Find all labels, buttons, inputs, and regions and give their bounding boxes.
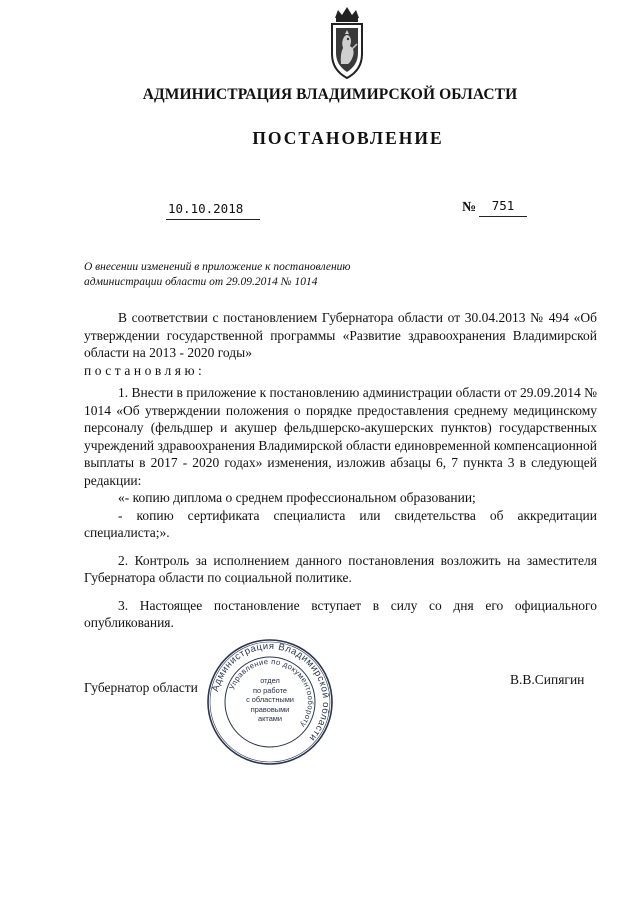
item-2-paragraph: 2. Контроль за исполнением данного постановления возложить на заместителя Губернатора области по социальной политике. — [84, 552, 597, 585]
item-1-paragraph: 1. Внести в приложение к постановлению администрации области от 29.09.2014 № 1014 «Об утверждении положения о порядке предоставления среднему медицинскому персоналу (фельдшер и акушер фельдшерско-акушерских пунктов) государственных учреждений здравоохранения Владимирской области единовременной компенсационной выплаты в 2017 - 2020 годах» изменения, изложив абзацы 6, 7 пункта 3 в следующей редакции: — [84, 385, 597, 488]
document-type: ПОСТАНОВЛЕНИЕ — [252, 128, 444, 148]
organization-title: АДМИНИСТРАЦИЯ ВЛАДИМИРСКОЙ ОБЛАСТИ — [142, 86, 518, 103]
item-3-paragraph: 3. Настоящее постановление вступает в силу со дня его официального опубликования. — [84, 597, 597, 630]
subject-line: администрации области от 29.09.2014 № 1014 — [84, 276, 318, 288]
subject-line: О внесении изменений в приложение к постановлению — [84, 261, 351, 273]
document-date: 10.10.2018 — [166, 199, 260, 220]
signer-name: В.В.Сипягин — [510, 672, 585, 687]
seal-outer-text: Администрация Владимирской области — [210, 640, 332, 744]
signer-position: Губернатор области — [84, 680, 198, 695]
official-seal — [206, 638, 334, 766]
number-label: № — [462, 200, 477, 215]
coat-of-arms-icon — [326, 6, 368, 80]
item-1-subitem: «- копию диплома о среднем профессиональном образовании; — [118, 490, 476, 505]
decree-word: постановляю: — [84, 362, 206, 378]
document-number: 751 — [479, 196, 527, 217]
item-1-subitem: - копию сертификата специалиста или свидетельства об аккредитации специалиста;». — [84, 507, 597, 540]
seal-inner-text: Управление по документообороту — [227, 656, 316, 730]
preamble-paragraph: В соответствии с постановлением Губернатора области от 30.04.2013 № 494 «Об утверждении государственной программы «Развитие здравоохранения Владимирской области на 2013 - 2020 годы» — [84, 310, 597, 360]
document-subject — [84, 260, 414, 290]
seal-center-text: отдел по работе с областными правовыми актами — [246, 676, 294, 724]
document-body — [84, 309, 597, 632]
